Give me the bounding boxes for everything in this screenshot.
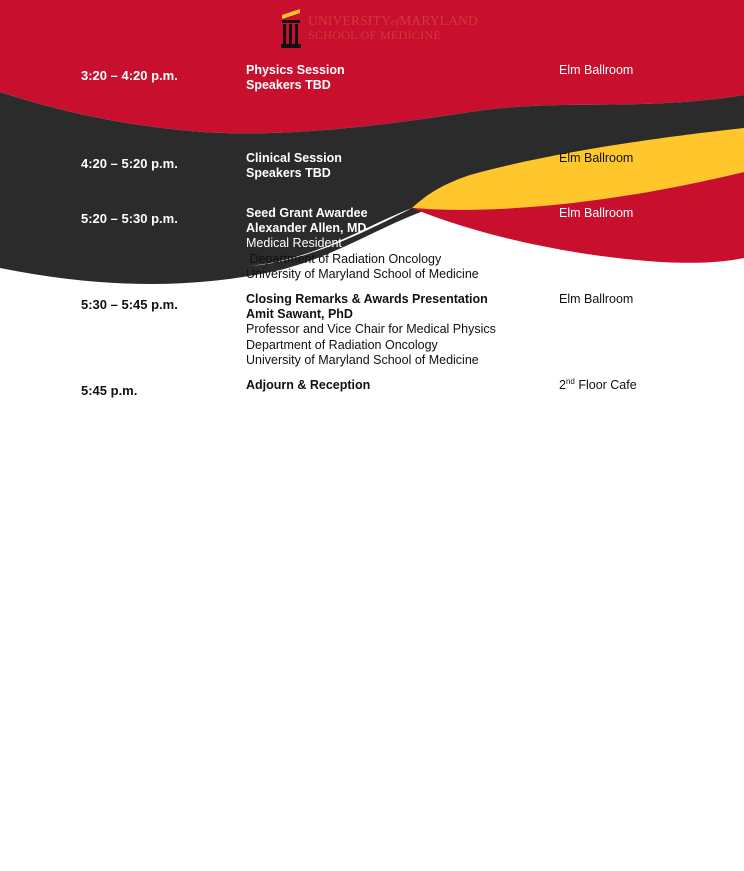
session-venue: Elm Ballroom: [559, 206, 634, 220]
logo-university-line: [308, 14, 478, 29]
session-time: 5:30 – 5:45 p.m.: [81, 297, 178, 312]
session-time: 4:20 – 5:20 p.m.: [81, 156, 178, 171]
session-title: Closing Remarks & Awards Presentation: [246, 292, 488, 306]
session-details: [246, 151, 342, 181]
logo-wordmark: [308, 14, 478, 42]
session-title: Seed Grant Awardee: [246, 206, 368, 220]
speaker-institution: University of Maryland School of Medicine: [246, 266, 479, 281]
speaker-department: Department of Radiation Oncology: [246, 251, 442, 266]
venue-ordinal-suffix: nd: [565, 376, 575, 386]
speaker-institution: University of Maryland School of Medicine: [246, 352, 479, 367]
speaker-role: Professor and Vice Chair for Medical Physics: [246, 322, 496, 337]
session-details: [246, 206, 479, 282]
session-time: 5:45 p.m.: [81, 383, 138, 398]
umsom-logo: [280, 6, 478, 50]
session-speaker: Amit Sawant, PhD: [246, 307, 353, 322]
session-speaker: Speakers TBD: [246, 166, 331, 181]
session-details: [246, 63, 345, 93]
venue-floor-number: 2: [559, 378, 566, 392]
session-time: 5:20 – 5:30 p.m.: [81, 211, 178, 226]
venue-floor-name: Floor Cafe: [574, 378, 637, 392]
session-speaker: Alexander Allen, MD: [246, 221, 367, 236]
session-venue: Elm Ballroom: [559, 292, 634, 306]
session-details: [246, 378, 370, 393]
logo-school-line: SCHOOL OF MEDICINE: [308, 27, 441, 42]
session-time: 3:20 – 4:20 p.m.: [81, 68, 178, 83]
logo-building-icon: [280, 7, 302, 49]
logo-word-university: UNIVERSITY: [308, 12, 391, 28]
session-venue: Elm Ballroom: [559, 63, 634, 77]
session-title: Adjourn & Reception: [246, 378, 371, 392]
session-title: Physics Session: [246, 63, 345, 77]
session-venue: Elm Ballroom: [559, 151, 634, 165]
speaker-department: Department of Radiation Oncology: [246, 337, 438, 352]
session-title: Clinical Session: [246, 151, 342, 165]
speaker-role: Medical Resident: [246, 236, 342, 251]
logo-word-of: of: [391, 16, 400, 28]
session-venue: [559, 378, 637, 392]
session-details: [246, 292, 496, 368]
logo-word-maryland: MARYLAND: [399, 12, 479, 28]
session-speaker: Speakers TBD: [246, 78, 331, 93]
